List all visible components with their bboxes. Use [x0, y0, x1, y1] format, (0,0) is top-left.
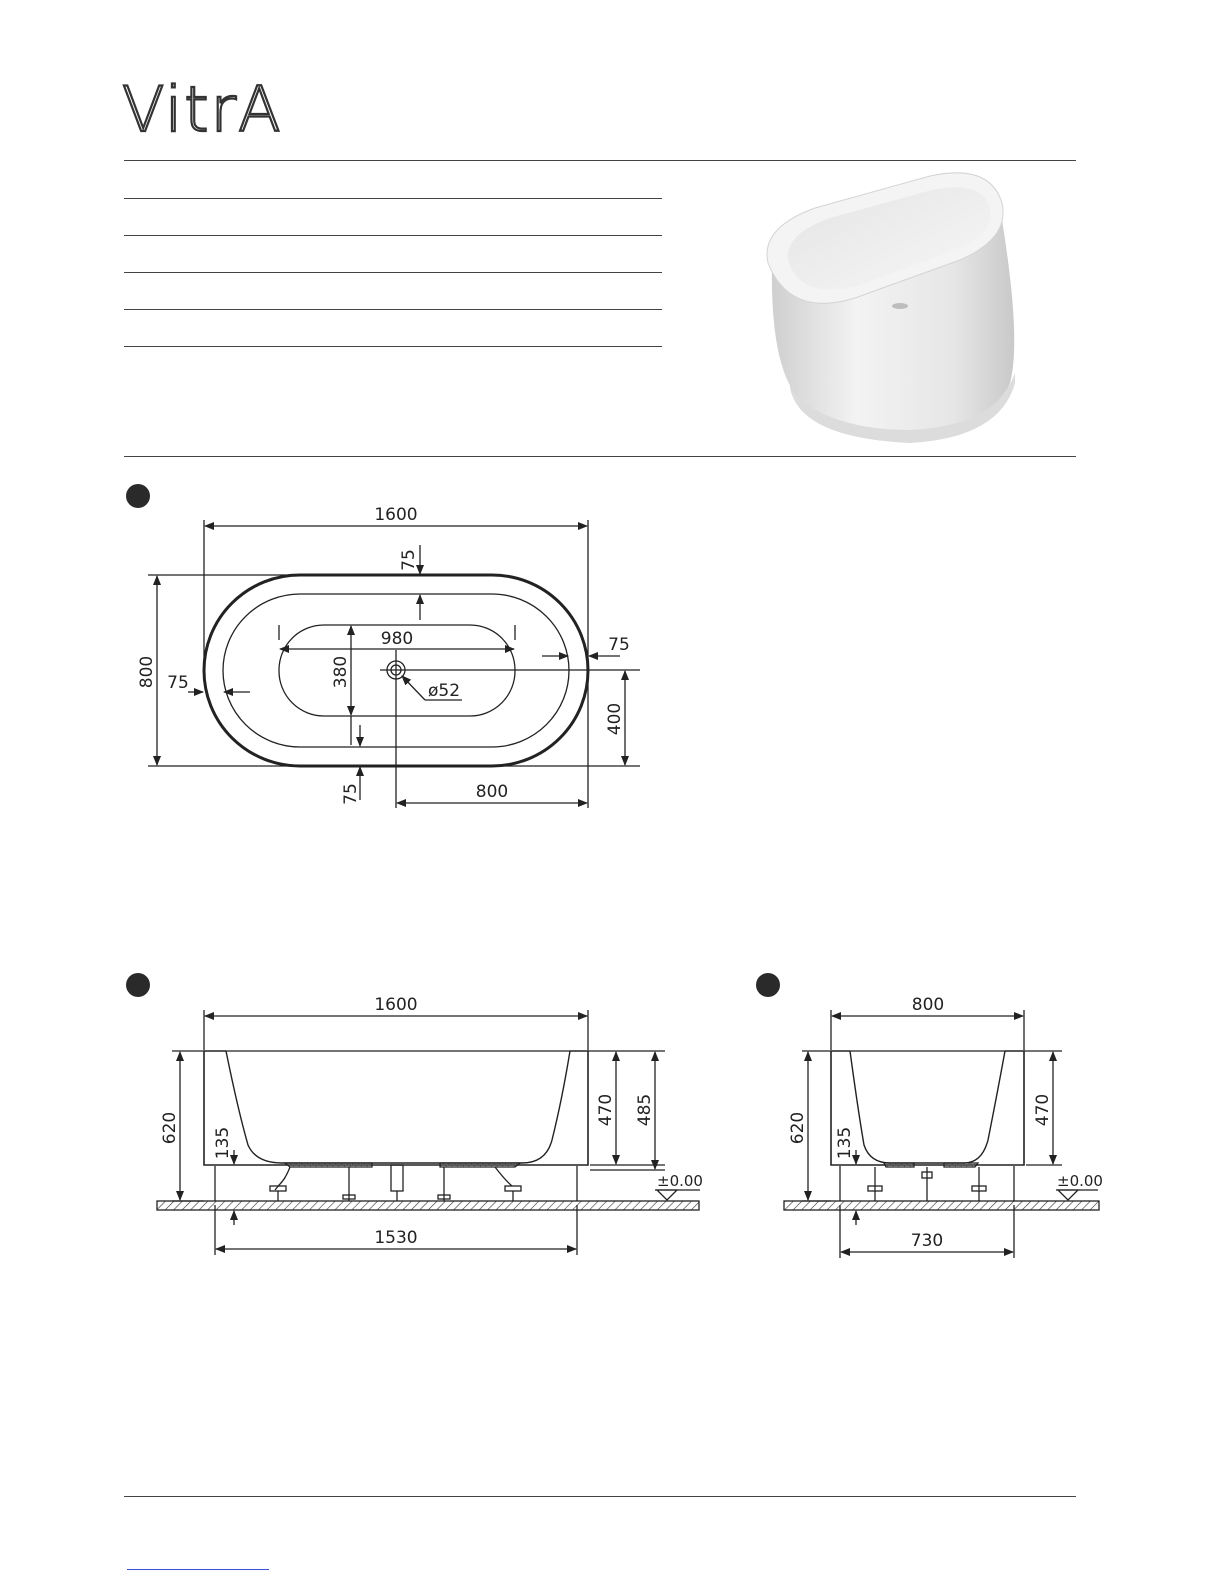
front-length-label: 1600 [374, 995, 418, 1015]
plan-length-label: 1600 [374, 505, 418, 525]
plan-drain-x-label: 800 [475, 782, 509, 802]
front-base-label: 135 [213, 1126, 233, 1160]
svg-text:VitrA: VitrA [122, 76, 283, 140]
plan-view-labels [137, 505, 630, 805]
plan-inner-length-label: 980 [380, 629, 414, 649]
side-foot-span-label: 730 [910, 1231, 944, 1251]
plan-drain-label: ø52 [428, 681, 461, 701]
plan-drain-y-label: 400 [605, 702, 625, 736]
side-width-label: 800 [911, 995, 945, 1015]
front-elevation [157, 1010, 700, 1255]
plan-view [148, 520, 640, 808]
front-rim-height-label: 485 [635, 1093, 655, 1127]
front-height-label: 620 [160, 1111, 180, 1145]
side-depth-label: 470 [1033, 1093, 1053, 1127]
side-elevation [784, 1010, 1099, 1258]
plan-inner-width-label: 380 [331, 655, 351, 689]
side-floor-level-label: ±0.00 [1057, 1172, 1103, 1190]
footer-link[interactable] [127, 1569, 269, 1570]
front-foot-span-label: 1530 [374, 1228, 418, 1248]
side-height-label: 620 [788, 1111, 808, 1145]
front-floor-level-label: ±0.00 [657, 1172, 703, 1190]
plan-width-label: 800 [137, 655, 157, 689]
plan-rim-top-label: 75 [399, 549, 419, 571]
side-base-label: 135 [835, 1126, 855, 1160]
front-depth-label: 470 [596, 1093, 616, 1127]
plan-rim-bottom-label: 75 [341, 783, 361, 805]
side-elevation-labels [788, 995, 1103, 1251]
plan-rim-left-label: 75 [167, 673, 189, 693]
plan-rim-right-label: 75 [608, 635, 630, 655]
